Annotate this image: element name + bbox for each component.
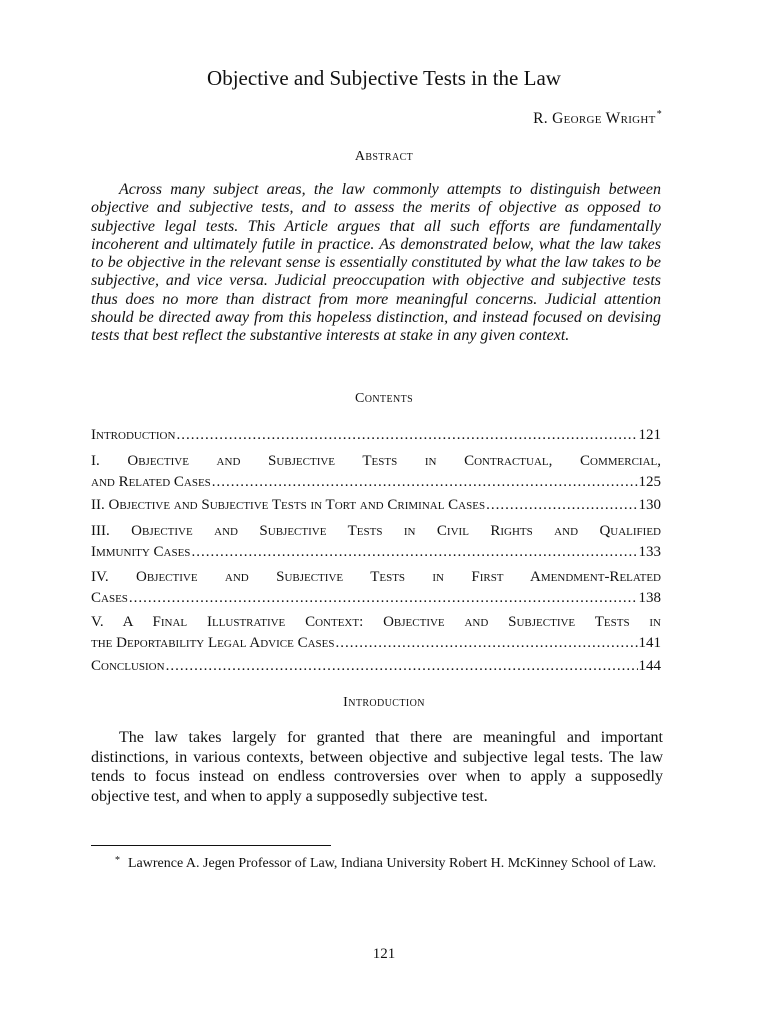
- abstract-heading: Abstract: [354, 149, 414, 164]
- toc-entry-page: 138: [638, 590, 661, 606]
- toc-entry-label-line1: I. Objective and Subjective Tests in Contractual, Commercial,: [91, 453, 661, 469]
- toc-entry-label-line2: and Related Cases: [91, 474, 211, 490]
- abstract-text: Across many subject areas, the law commonly attempts to distinguish between objective and subjective tests, and to assess the merits of objective as opposed to subjective legal tests. This Article argues that all such efforts are fundamentally incoherent and ultimately futile in practice. As demonstrated below, what the law takes to be objective in the relevant sense is essentially constituted by what the law takes to be subjective, and vice versa. Judicial preoccupation with objective and subjective tests thus does no more than distract from more meaningful concerns. Judicial attention should be directed away from this hopeless distinction, and instead focused on devising tests that best reflect the substantive interests at stake in any given context.: [91, 181, 661, 345]
- toc-leader-dots: [166, 656, 638, 677]
- toc-entry-conclusion: [91, 656, 661, 677]
- footnote-text: Lawrence A. Jegen Professor of Law, Indiana University Robert H. McKinney School of Law.: [128, 856, 657, 871]
- toc-entry-part-5: [91, 612, 661, 654]
- footnote: [91, 855, 663, 874]
- toc-entry-page: 141: [638, 635, 661, 651]
- toc-entry-introduction: [91, 425, 661, 446]
- toc-entry-label-line1: III. Objective and Subjective Tests in Civil Rights and Qualified: [91, 523, 661, 539]
- toc-entry-part-4: [91, 567, 661, 609]
- toc-leader-dots: [486, 495, 637, 516]
- toc-leader-dots: [336, 633, 638, 654]
- toc-entry-page: 144: [638, 658, 661, 674]
- toc-entry-label: Introduction: [91, 427, 176, 443]
- toc-entry-page: 125: [638, 474, 661, 490]
- toc-entry-part-2: [91, 495, 661, 516]
- toc-entry-label-line2: Cases: [91, 590, 128, 606]
- page-number: 121: [372, 946, 396, 962]
- toc-entry-part-1: [91, 451, 661, 493]
- author-line: [533, 109, 662, 128]
- toc-leader-dots: [191, 542, 637, 563]
- toc-entry-label-line1: V. A Final Illustrative Context: Objective and Subjective Tests in: [91, 614, 661, 630]
- contents-heading: Contents: [354, 391, 414, 406]
- author-name: R. George Wright: [533, 110, 656, 128]
- introduction-heading: Introduction: [343, 695, 425, 710]
- toc-leader-dots: [129, 588, 638, 609]
- toc-entry-label: II. Objective and Subjective Tests in Tort and Criminal Cases: [91, 497, 486, 513]
- introduction-paragraph: The law takes largely for granted that there are meaningful and important distinctions, in various contexts, between objective and subjective legal tests. The law tends to focus instead on endless controversies over when to apply a supposedly objective test, and when to apply a supposedly subjective test.: [91, 729, 663, 805]
- toc-entry-part-3: [91, 521, 661, 563]
- article-title: Objective and Subjective Tests in the Law: [207, 66, 561, 90]
- footnote-mark: *: [115, 855, 120, 866]
- toc-leader-dots: [212, 472, 638, 493]
- toc-entry-label-line2: the Deportability Legal Advice Cases: [91, 635, 335, 651]
- toc-entry-page: 121: [638, 427, 661, 443]
- toc-entry-page: 130: [638, 497, 661, 513]
- toc-leader-dots: [176, 425, 637, 446]
- footnote-divider: [91, 845, 331, 846]
- author-footnote-mark: *: [656, 109, 662, 120]
- toc-entry-label: Conclusion: [91, 658, 165, 674]
- toc-entry-page: 133: [638, 544, 661, 560]
- toc-entry-label-line1: IV. Objective and Subjective Tests in First Amendment-Related: [91, 569, 661, 585]
- toc-entry-label-line2: Immunity Cases: [91, 544, 191, 560]
